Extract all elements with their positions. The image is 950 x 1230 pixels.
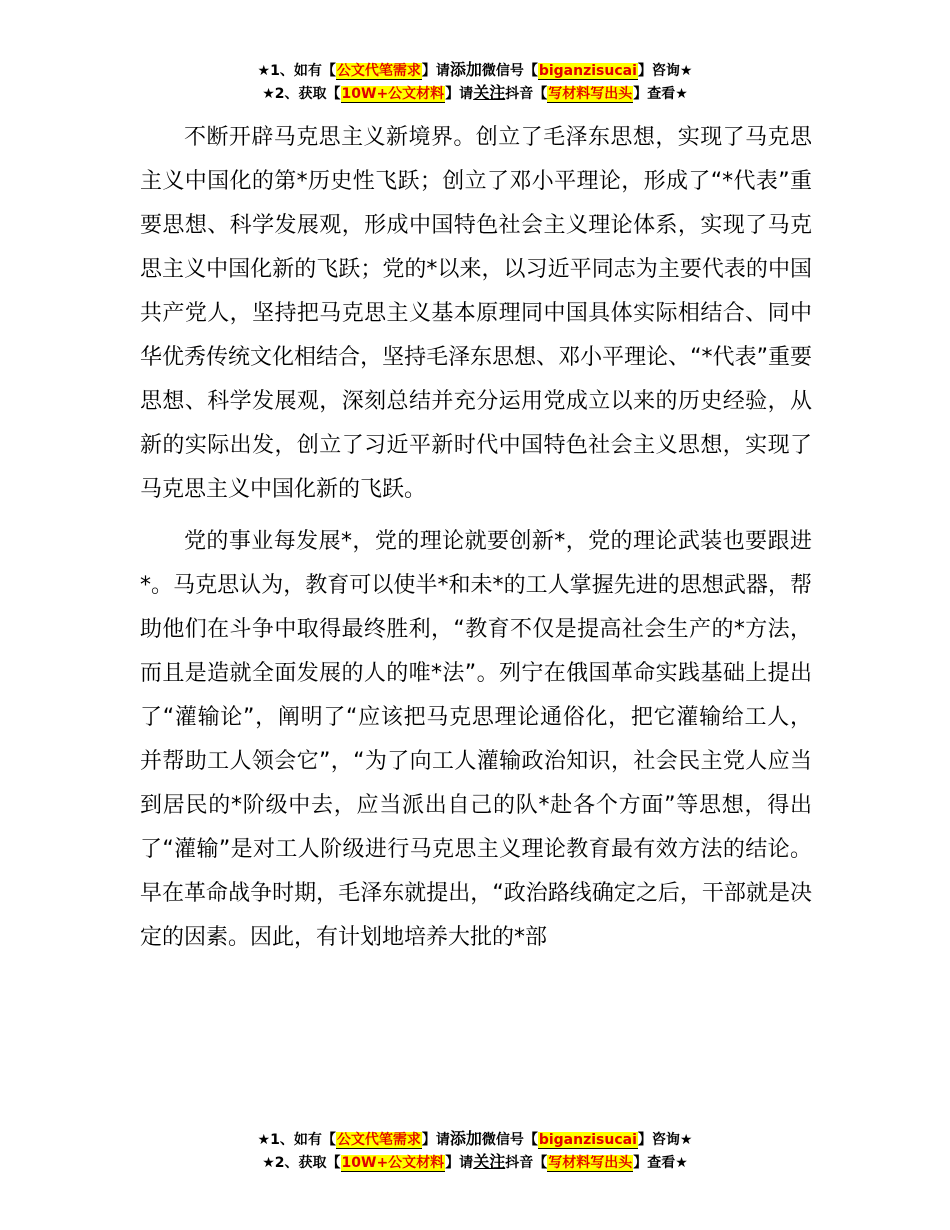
banner-text: 】请 bbox=[445, 86, 474, 102]
banner-add-text: 添加 bbox=[449, 60, 482, 79]
douyin-id-highlight: 写材料写出头 bbox=[548, 86, 633, 102]
materials-highlight: 10W+公文材料 bbox=[341, 86, 445, 102]
ghostwriting-highlight: 公文代笔需求 bbox=[336, 1132, 421, 1148]
banner-line-2 bbox=[0, 82, 950, 105]
banner-text: 】请 bbox=[421, 1132, 450, 1148]
banner-text: 】查看★ bbox=[633, 1155, 688, 1171]
banner-text: ★1、如有【 bbox=[257, 63, 336, 79]
banner-text: 】请 bbox=[421, 63, 450, 79]
banner-add-text: 添加 bbox=[449, 1129, 482, 1148]
header-banner bbox=[0, 59, 950, 105]
banner-text: 】咨询★ bbox=[637, 63, 693, 79]
banner-text: 微信号【 bbox=[481, 63, 538, 79]
paragraph-1: 不断开辟马克思主义新境界。创立了毛泽东思想，实现了马克思主义中国化的第*历史性飞跃；创立了邓小平理论，形成了“*代表”重要思想、科学发展观，形成中国特色社会主义理论体系，实现了马克思主义中国化新的飞跃；党的*以来，以习近平同志为主要代表的中国共产党人，坚持把马克思主义基本原理同中国具体实际相结合、同中华优秀传统文化相结合，坚持毛泽东思想、邓小平理论、“*代表”重要思想、科学发展观，深刻总结并充分运用党成立以来的历史经验，从新的实际出发，创立了习近平新时代中国特色社会主义思想，实现了马克思主义中国化新的飞跃。 bbox=[140, 125, 812, 502]
banner-text: 】查看★ bbox=[633, 86, 688, 102]
footer-banner bbox=[0, 1128, 950, 1174]
paragraph-2: 党的事业每发展*，党的理论就要创新*，党的理论武装也要跟进*。马克思认为，教育可以使半*和未*的工人掌握先进的思想武器，帮助他们在斗争中取得最终胜利，“教育不仅是提高社会生产的*方法，而且是造就全面发展的人的唯*法”。列宁在俄国革命实践基础上提出了“灌输论”，阐明了“应该把马克思理论通俗化，把它灌输给工人，并帮助工人领会它”，“为了向工人灌输政治知识，社会民主党人应当到居民的*阶级中去，应当派出自己的队*赴各个方面”等思想，得出了“灌输”是对工人阶级进行马克思主义理论教育最有效方法的结论。早在革命战争时期，毛泽东就提出，“政治路线确定之后，干部就是决定的因素。因此，有计划地培养大批的*部 bbox=[140, 529, 812, 950]
banner-follow-text: 关注 bbox=[473, 83, 506, 102]
banner-text: 】请 bbox=[445, 1155, 474, 1171]
banner-follow-text: 关注 bbox=[473, 1152, 506, 1171]
banner-line-2 bbox=[0, 1151, 950, 1174]
wechat-id-highlight: biganzisucai bbox=[538, 63, 637, 79]
banner-line-1 bbox=[0, 1128, 950, 1151]
banner-text: 微信号【 bbox=[481, 1132, 538, 1148]
ghostwriting-highlight: 公文代笔需求 bbox=[336, 63, 421, 79]
banner-text: ★2、获取【 bbox=[262, 1155, 341, 1171]
banner-text: ★2、获取【 bbox=[262, 86, 341, 102]
banner-text: ★1、如有【 bbox=[257, 1132, 336, 1148]
materials-highlight: 10W+公文材料 bbox=[341, 1155, 445, 1171]
banner-text: 抖音【 bbox=[505, 86, 548, 102]
banner-text: 】咨询★ bbox=[637, 1132, 693, 1148]
wechat-id-highlight: biganzisucai bbox=[538, 1132, 637, 1148]
banner-text: 抖音【 bbox=[505, 1155, 548, 1171]
douyin-id-highlight: 写材料写出头 bbox=[548, 1155, 633, 1171]
article-body bbox=[140, 116, 812, 960]
banner-line-1 bbox=[0, 59, 950, 82]
